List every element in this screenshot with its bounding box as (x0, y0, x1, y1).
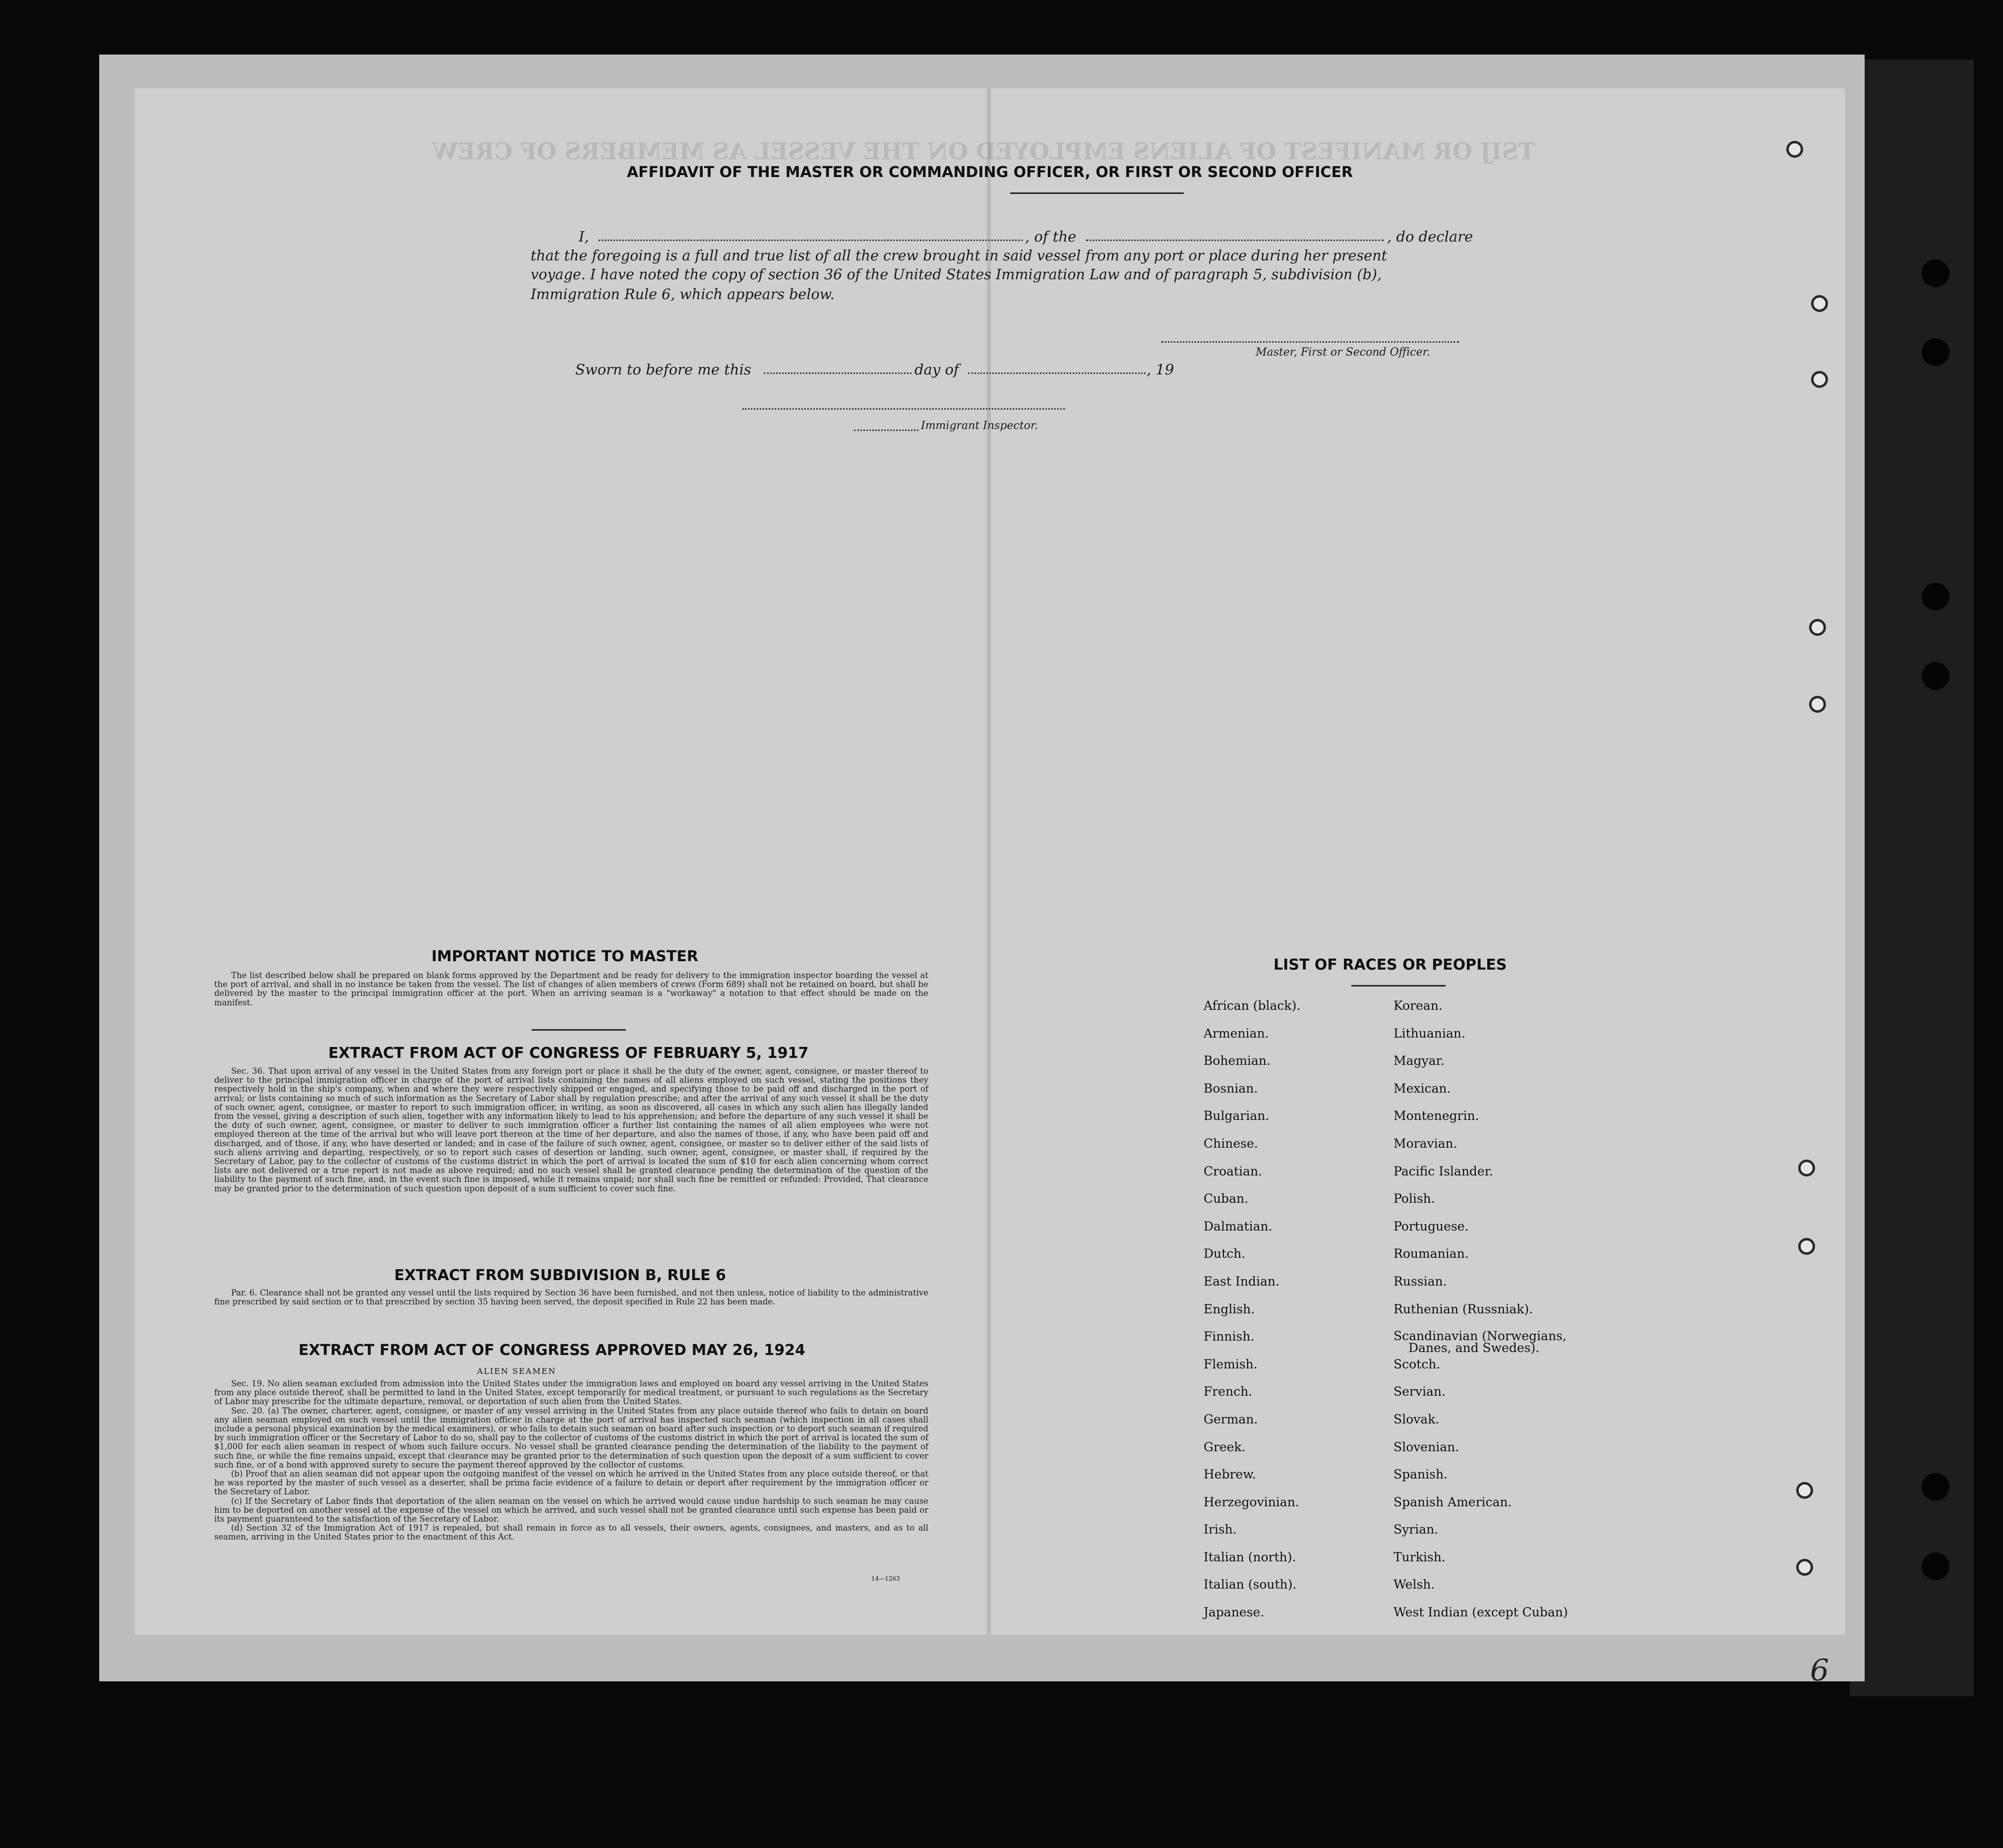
race-item: Polish. (1394, 1191, 1435, 1206)
race-item: Servian. (1394, 1384, 1446, 1399)
inspector-signature-blank[interactable] (742, 408, 1065, 410)
race-item: Bohemian. (1204, 1053, 1271, 1068)
punch-hole-icon (1809, 696, 1826, 713)
punch-hole-icon (1798, 1238, 1815, 1255)
race-item: Croatian. (1204, 1164, 1263, 1178)
race-item: Welsh. (1394, 1577, 1435, 1592)
handwritten-page-mark: 6 (1810, 1653, 1829, 1688)
race-item: Slovenian. (1394, 1439, 1459, 1454)
race-item: Ruthenian (Russniak). (1394, 1301, 1533, 1316)
race-item: Flemish. (1204, 1356, 1258, 1371)
punch-hole-icon (1796, 1482, 1813, 1499)
act-1924-text (214, 1379, 928, 1542)
act-1924-sec-20b: (b) Proof that an alien seaman did not appear upon the outgoing manifest of the vessel on which he arrived in the United States from any place outside thereof, or that he was reported by the master of such vessel as a deserter, shall be prima facie evidence of a failure to detain or deport after requirement by the immigration officer or the Secretary of Labor. (214, 1469, 928, 1497)
affidavit-line-4: Immigration Rule 6, which appears below. (531, 286, 835, 303)
notice-title: IMPORTANT NOTICE TO MASTER (431, 948, 698, 965)
inspector-signature-lead (854, 430, 918, 431)
binder-hole-dark-icon (1922, 259, 1949, 287)
race-item: Slovak. (1394, 1412, 1440, 1426)
vessel-blank[interactable] (1086, 240, 1384, 241)
binder-hole-dark-icon (1922, 583, 1949, 611)
day-of-label: day of (914, 361, 959, 378)
race-item: Cuban. (1204, 1191, 1249, 1206)
act-1917-title: EXTRACT FROM ACT OF CONGRESS OF FEBRUARY 5, 1917 (328, 1045, 809, 1062)
race-item: Bosnian. (1204, 1081, 1258, 1096)
act-1917-text: Sec. 36. That upon arrival of any vessel in the United States from any foreign port or place it shall be the duty of the owner, agent, consignee, or master thereof to deliver to the principal immigration officer in charge of the port of arrival lists containing the names of all aliens employed on such vessel, stating the positions they respectively hold in the ship's company, when and where they were respectively shipped or engaged, and specifying those to be paid off and discharged in the port of arrival; or lists containing so much of such information as the Secretary of Labor shall by regulation prescribe; and after the arrival of any such vessel it shall be the duty of such owner, agent, consignee, or master to report to such immigration officer, in writing, as soon as discovered, all cases in which any such alien has illegally landed from the vessel, giving a description of such alien, together with any information likely to lead to his apprehension; and before the departure of any such vessel it shall be the duty of such owner, agent, consignee, or master to deliver to such immigration officer a further list containing the names of all alien employees who were not employed thereon at the time of the arrival but who will leave port thereon at the time of her departure, and also the names of those, if any, who have been paid off and discharged, and of those, if any, who have deserted or landed; and in case of the failure of such owner, agent, consignee, or master so to deliver either of the said lists of such aliens arriving and departing, respectively, or so to report such cases of desertion or landing, such owner, agent, consignee, or master shall, if required by the Secretary of Labor, pay to the collector of customs of the customs district in which the port of arrival is located the sum of $10 for each alien concerning whom correct lists are not delivered or a true report is not made as above required; and no such vessel shall be granted clearance pending the determination of the question of the liability to the payment of such fine, and, in the event such fine is imposed, while it remains unpaid; nor shall such fine be remitted or refunded: Provided, That clearance may be granted prior to the determination of such question upon deposit of a sum sufficient to cover such fine. (214, 1066, 928, 1193)
race-item: East Indian. (1204, 1274, 1279, 1289)
race-item: Chinese. (1204, 1136, 1258, 1151)
race-item: Greek. (1204, 1439, 1246, 1454)
punch-hole-icon (1811, 371, 1828, 388)
race-item: Syrian. (1394, 1522, 1439, 1537)
race-item: Italian (north). (1204, 1549, 1296, 1564)
race-item: Magyar. (1394, 1053, 1445, 1068)
race-item: Lithuanian. (1394, 1026, 1465, 1041)
act-1924-subtitle: ALIEN SEAMEN (477, 1366, 556, 1376)
races-rule (1351, 985, 1446, 986)
notice-rule (532, 1029, 626, 1031)
race-item-line-2: Danes, and Swedes). (1408, 1341, 1540, 1355)
race-item: African (black). (1204, 998, 1301, 1013)
race-item: Irish. (1204, 1522, 1237, 1537)
page-fold (987, 88, 991, 1635)
binder-strip (1850, 60, 1974, 1696)
act-1924-sec-20a: Sec. 20. (a) The owner, charterer, agent, consignee, or master of any vessel arriving in the United States from any place outside thereof who fails to detain on board any alien seaman employed on such vessel until the immigration officer in charge at the port of arrival has inspected such seaman (which inspection in all cases shall include a personal physical examination by the medical examiners), or who fails to detain such seaman on board after such inspection or to deport such seaman if required by such immigration officer or the Secretary of Labor to do so, shall pay to the collector of customs of the customs district in which the port of arrival is located the sum of $1,000 for each alien seaman in respect of whom such failure occurs. No vessel shall be granted clearance pending the determination of the liability to the payment of such fine, or while the fine remains unpaid, except that clearance may be granted prior to the determination of such question upon the deposit of a sum sufficient to cover such fine, or of a bond with approved surety to secure the payment thereof approved by the collector of customs. (214, 1406, 928, 1470)
race-item: Mexican. (1394, 1081, 1451, 1096)
year-label: , 19 (1147, 361, 1174, 378)
punch-hole-icon (1798, 1160, 1815, 1176)
notice-text: The list described below shall be prepared on blank forms approved by the Department and be ready for delivery to the immigration inspector boarding the vessel at the port of arrival, and shall in no instance be taken from the vessel. The list of changes of alien members of crews (Form 689) shall not be retained on board, but shall be delivered by the master to the principal immigration officer at the port. When an arriving seaman is a "workaway" a notation to that effect should be made on the manifest. (214, 971, 928, 1007)
affidavit-i-label: I, (579, 228, 589, 245)
race-item: Roumanian. (1394, 1246, 1469, 1261)
binder-hole-dark-icon (1922, 338, 1949, 366)
race-item-line-1: Scandinavian (Norwegians, (1394, 1329, 1567, 1344)
punch-hole-icon (1811, 295, 1828, 312)
rule-6-title: EXTRACT FROM SUBDIVISION B, RULE 6 (394, 1267, 726, 1284)
punch-hole-icon (1786, 141, 1803, 158)
race-item: Pacific Islander. (1394, 1164, 1493, 1178)
race-item: Montenegrin. (1394, 1109, 1479, 1123)
affidavit-title: AFFIDAVIT OF THE MASTER OR COMMANDING OFFICER, OR FIRST OR SECOND OFFICER (626, 164, 1353, 181)
races-right-column (1394, 999, 1602, 1634)
inspector-label: Immigrant Inspector. (921, 420, 1038, 432)
races-title: LIST OF RACES OR PEOPLES (1274, 956, 1507, 974)
master-signature-blank[interactable] (1161, 341, 1459, 343)
affidavit-line-2: that the foregoing is a full and true list of all the crew brought in said vessel from any port or place during her present (531, 247, 1387, 264)
act-1924-sec-20d: (d) Section 32 of the Immigration Act of 1917 is repealed, but shall remain in force as to all vessels, their owners, agents, consignees, and masters, and as to all seamen, arriving in the United States prior to the enactment of this Act. (214, 1523, 928, 1542)
affidavit-of-the: , of the (1025, 228, 1077, 245)
master-signature-label: Master, First or Second Officer. (1256, 346, 1430, 359)
sworn-day-blank[interactable] (764, 372, 911, 374)
form-number: 14—1263 (871, 1575, 900, 1582)
name-blank[interactable] (599, 240, 1023, 241)
race-item: Dutch. (1204, 1246, 1246, 1261)
binder-hole-dark-icon (1922, 662, 1949, 690)
binder-hole-dark-icon (1922, 1473, 1949, 1501)
race-item: Korean. (1394, 998, 1443, 1013)
race-item: Finnish. (1204, 1329, 1255, 1344)
race-item: Bulgarian. (1204, 1109, 1270, 1123)
act-1924-sec-19: Sec. 19. No alien seaman excluded from admission into the United States under the immigration laws and employed on board any vessel arriving in the United States from any place outside thereof, shall be permitted to land in the United States, except temporarily for medical treatment, or pursuant to such regulations as the Secretary of Labor may prescribe for the ultimate departure, removal, or deportation of such alien from the United States. (214, 1379, 928, 1407)
race-item: Spanish. (1394, 1467, 1448, 1482)
sworn-month-blank[interactable] (968, 372, 1146, 374)
punch-hole-icon (1796, 1559, 1813, 1576)
binder-hole-dark-icon (1922, 1552, 1949, 1580)
affidavit-line-3: voyage. I have noted the copy of section 36 of the United States Immigration Law and of paragraph 5, subdivision (b), (531, 266, 1382, 283)
race-item: Herzegovinian. (1204, 1494, 1299, 1509)
race-item: Scotch. (1394, 1356, 1441, 1371)
race-item: German. (1204, 1412, 1258, 1426)
race-item: Russian. (1394, 1274, 1447, 1289)
race-item: Japanese. (1204, 1605, 1265, 1620)
sworn-label: Sworn to before me this (575, 361, 751, 378)
race-item: Dalmatian. (1204, 1219, 1273, 1233)
race-item: Armenian. (1204, 1026, 1269, 1041)
race-item: Italian (south). (1204, 1577, 1297, 1592)
race-item-multiline (1394, 1330, 1602, 1358)
rule-6-text: Par. 6. Clearance shall not be granted any vessel until the lists required by Section 36 have been furnished, and not then unless, notice of liability to the administrative fine prescribed by said section or to that prescribed by section 35 having been served, the deposit specified in Rule 22 has been made. (214, 1288, 928, 1307)
title-rule (1010, 192, 1184, 194)
bleed-through-heading: TSIJ OR MANIFEST OF ALIENS EMPLOYED ON THE VESSEL AS MEMBERS OF CREW (432, 138, 1535, 165)
race-item: West Indian (except Cuban) (1394, 1605, 1568, 1620)
races-left-column (1204, 999, 1412, 1634)
race-item: Turkish. (1394, 1549, 1446, 1564)
race-item: Hebrew. (1204, 1467, 1256, 1482)
race-item: Moravian. (1394, 1136, 1457, 1151)
act-1924-title: EXTRACT FROM ACT OF CONGRESS APPROVED MAY 26, 1924 (299, 1342, 805, 1359)
document-page (135, 88, 1845, 1688)
race-item: French. (1204, 1384, 1253, 1399)
race-item: Portuguese. (1394, 1219, 1469, 1233)
race-item: Spanish American. (1394, 1494, 1512, 1509)
punch-hole-icon (1809, 619, 1826, 636)
act-1924-sec-20c: (c) If the Secretary of Labor finds that deportation of the alien seaman on the vessel on which he arrived would cause undue hardship to such seaman he may cause him to be deported on another vessel at the expense of the vessel on which he arrived, and such vessel shall not be granted clearance until such expense has been paid or its payment guaranteed to the satisfaction of the Secretary of Labor. (214, 1496, 928, 1524)
affidavit-do-declare: , do declare (1387, 228, 1473, 245)
race-item: English. (1204, 1301, 1255, 1316)
